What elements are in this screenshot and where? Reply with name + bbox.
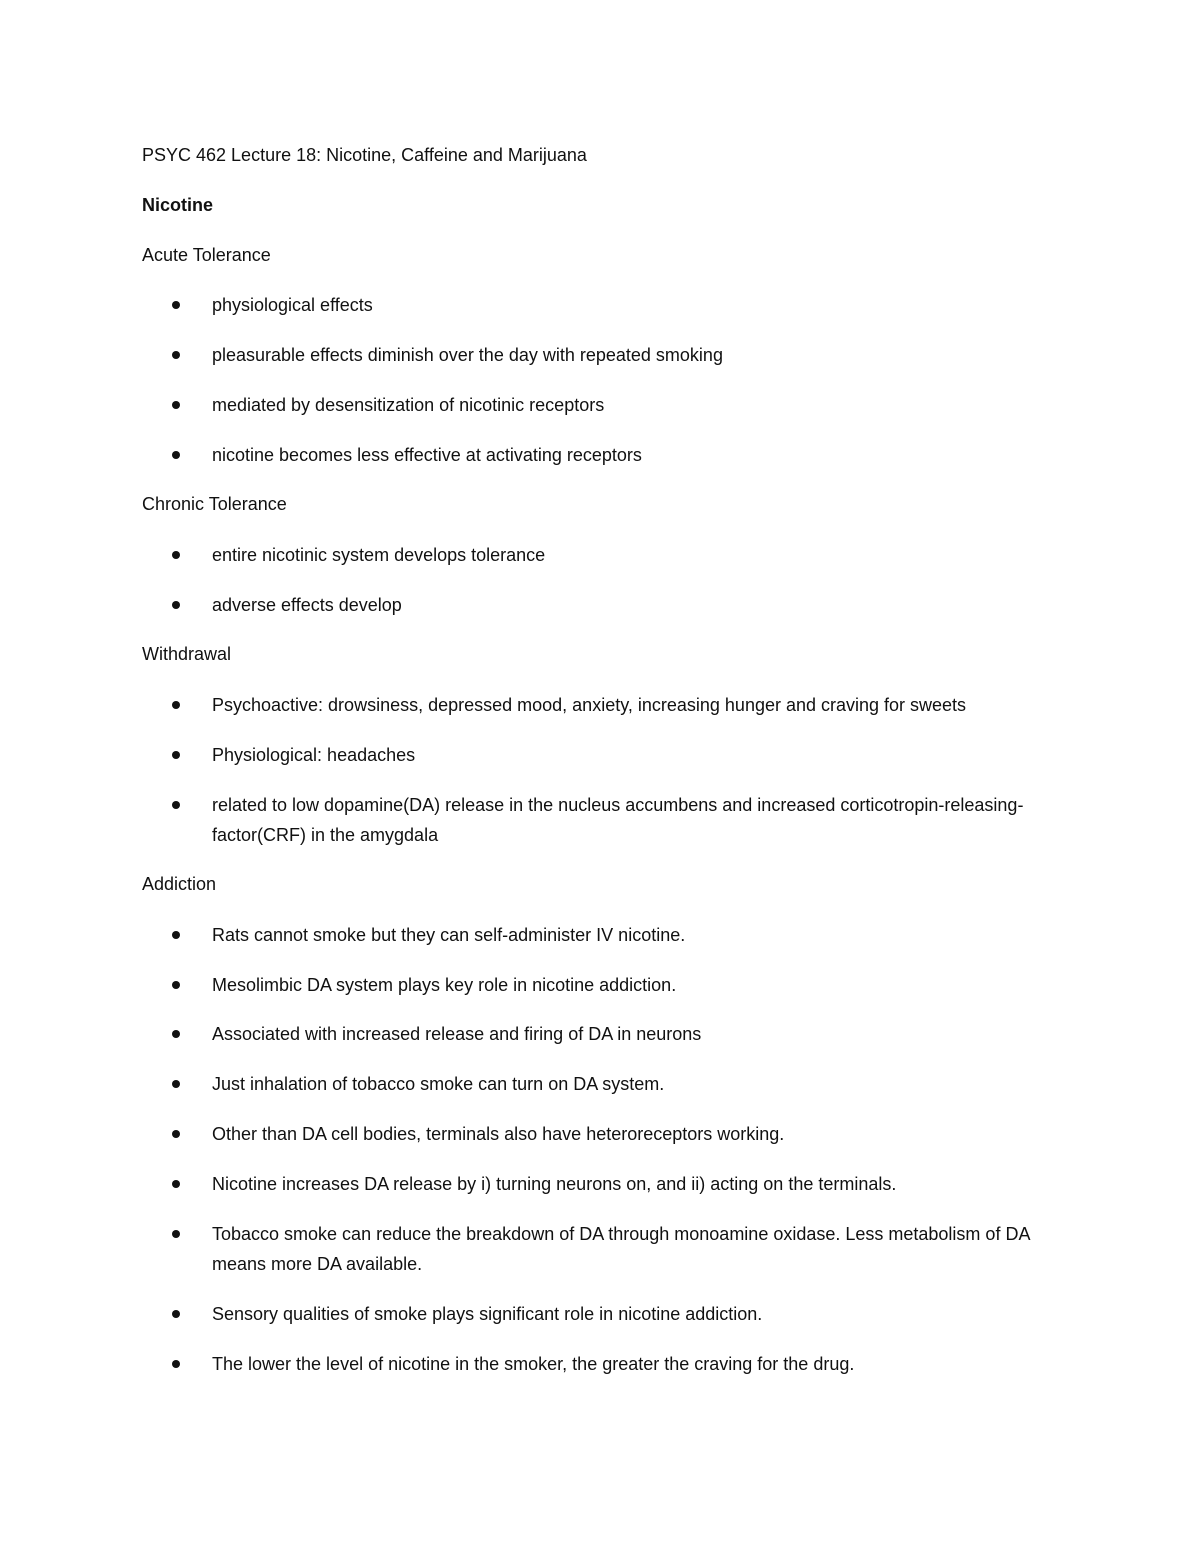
bullet-icon [172, 801, 180, 809]
document-page: PSYC 462 Lecture 18: Nicotine, Caffeine and Marijuana Nicotine Acute Tolerance physiological effects pleasurable effects diminish over the day with repeated smoking mediated by desensitization of nicotinic receptors nicotine becomes less effective at activating receptors Chronic Tolerance entire nicotinic system develops tolerance adverse effects develop Withdrawal Psychoactive: drowsiness, depressed mood, anxiety, increasing hunger and craving for sweets Physiological: headaches related to low dopamine(DA) release in the nucleus accumbens and increased corticotropin-releasing-factor(CRF) in the amygdala Addiction Rats cannot smoke but they can self-administer IV nicotine. Mesolimbic DA system plays key role in nicotine addiction. Associated with increased release and firing of DA in neurons Just inhalation of tobacco smoke can turn on DA system. Other than DA cell bodies, terminals also have heteroreceptors working. Nicotine increases DA release by i) turning neurons on, and ii) acting on the terminals. Tobacco smoke can reduce the breakdown of DA through monoamine oxidase. Less metabolism of DA means more DA available. Sensory qualities of smoke plays significant role in nicotine addiction. The lower the level of nicotine in the smoker, the greater the craving for the drug. [0, 0, 1200, 1553]
subheading-acute-tolerance: Acute Tolerance [142, 245, 271, 265]
bullet-icon [172, 931, 180, 939]
bullet-icon [172, 1130, 180, 1138]
subheading-withdrawal: Withdrawal [142, 644, 232, 664]
section-heading-nicotine: Nicotine [142, 195, 214, 215]
bullet-icon [172, 1030, 180, 1038]
bullet-icon [172, 1230, 180, 1238]
bullet-icon [172, 1310, 180, 1318]
bullet-icon [172, 451, 180, 459]
bullet-icon [172, 301, 180, 309]
document-title: PSYC 462 Lecture 18: Nicotine, Caffeine and Marijuana [142, 145, 587, 165]
bullet-icon [172, 601, 180, 609]
bullet-icon [172, 1360, 180, 1368]
bullet-icon [172, 981, 180, 989]
bullet-icon [172, 351, 180, 359]
bullet-icon [172, 701, 180, 709]
bullet-icon [172, 1080, 180, 1088]
subheading-addiction: Addiction [142, 874, 217, 894]
bullet-icon [172, 401, 180, 409]
bullet-icon [172, 751, 180, 759]
bullet-icon [172, 1180, 180, 1188]
subheading-chronic-tolerance: Chronic Tolerance [142, 494, 287, 514]
bullet-icon [172, 551, 180, 559]
